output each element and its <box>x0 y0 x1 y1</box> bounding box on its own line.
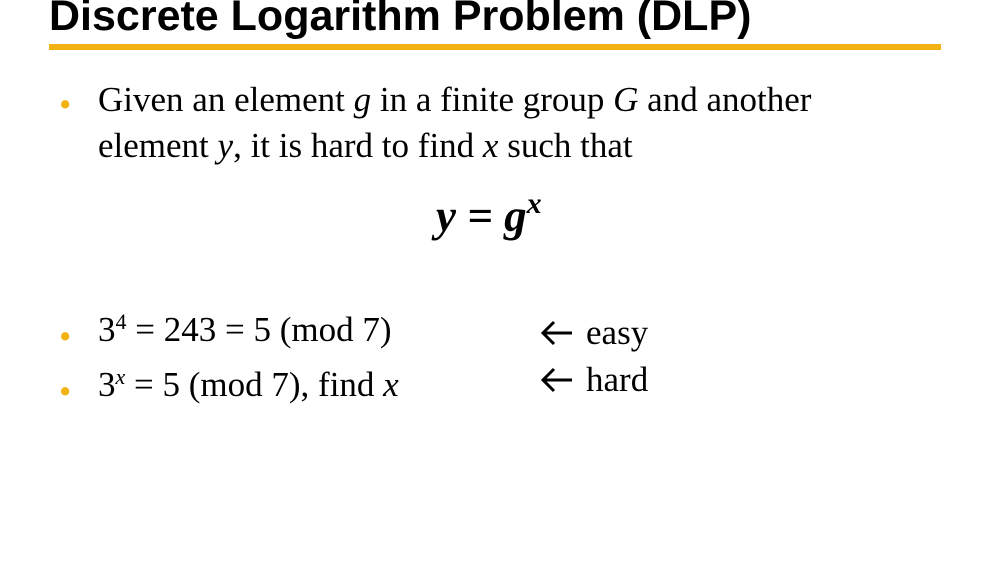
intro-text: such that <box>498 126 633 165</box>
note-easy <box>540 310 648 356</box>
note-hard <box>540 357 648 403</box>
bullet-marker: • <box>59 317 72 356</box>
intro-text: in a finite group <box>371 80 614 119</box>
intro-text: , it is hard to find <box>233 126 483 165</box>
bullet-marker: • <box>59 85 72 124</box>
example-text: = 243 = 5 (mod 7) <box>126 310 392 349</box>
note-hard-label: hard <box>586 360 649 399</box>
equation-equals: = <box>455 191 505 241</box>
var-x: x <box>383 365 399 404</box>
equation-exponent: x <box>526 187 542 220</box>
intro-text: Given an element <box>98 80 354 119</box>
var-y: y <box>217 126 234 165</box>
example-exponent: x <box>115 364 126 389</box>
var-x: x <box>482 126 499 165</box>
example-hard <box>98 362 399 408</box>
dlp-equation <box>436 188 542 244</box>
intro-line-1 <box>98 77 811 123</box>
var-g: g <box>353 80 372 119</box>
intro-text: and another <box>638 80 812 119</box>
left-arrow-icon <box>540 367 574 393</box>
example-base: 3 <box>98 365 116 404</box>
example-exponent: 4 <box>115 309 127 334</box>
note-easy-label: easy <box>586 313 649 352</box>
title-underline <box>49 44 941 50</box>
example-easy <box>98 307 392 353</box>
var-G: G <box>613 80 639 119</box>
equation-lhs: y <box>436 191 456 241</box>
example-text: = 5 (mod 7), find <box>125 365 384 404</box>
slide-title: Discrete Logarithm Problem (DLP) <box>49 0 752 40</box>
intro-text: element <box>98 126 218 165</box>
example-base: 3 <box>98 310 116 349</box>
bullet-marker: • <box>59 372 72 411</box>
equation-base: g <box>504 191 527 241</box>
left-arrow-icon <box>540 320 574 346</box>
intro-line-2 <box>98 123 633 169</box>
